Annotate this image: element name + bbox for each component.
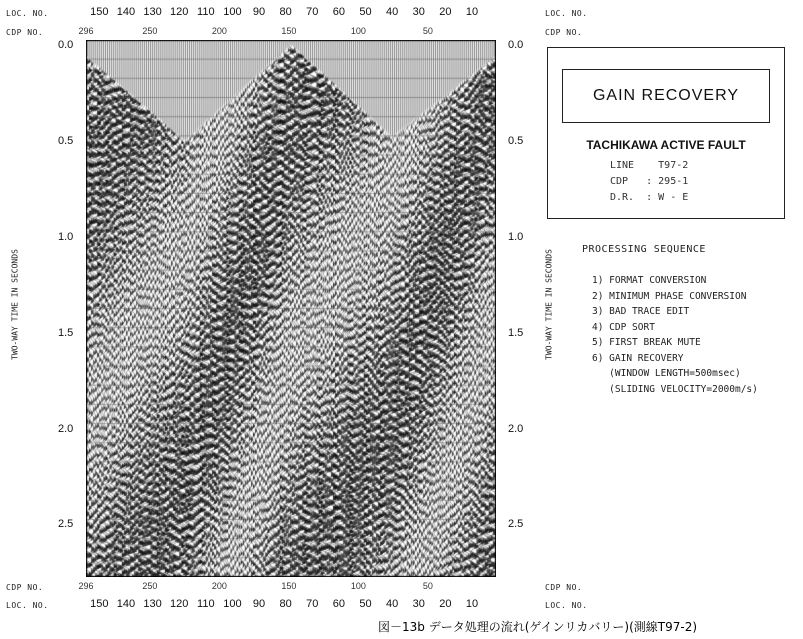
- cdp-no-label-top-right: CDP NO.: [545, 28, 583, 37]
- bottom-loc-tick-label: 10: [465, 598, 479, 610]
- processing-step: 1) FORMAT CONVERSION: [592, 275, 707, 286]
- chart-title: GAIN RECOVERY: [562, 69, 770, 123]
- processing-step: (SLIDING VELOCITY=2000m/s): [592, 383, 758, 395]
- bottom-loc-tick-label: 120: [169, 598, 189, 610]
- cdp-no-label-top-left: CDP NO.: [6, 28, 44, 37]
- top-loc-tick-label: 130: [143, 6, 162, 18]
- loc-no-label-bottom-left: LOC. NO.: [6, 601, 49, 610]
- y-axis-title-right: TWO-WAY TIME IN SECONDS: [544, 249, 554, 360]
- cdp-info: CDP : 295-1: [610, 176, 689, 187]
- bottom-cdp-tick-label: 100: [350, 581, 366, 591]
- left-time-tick-label: 2.0: [58, 422, 74, 435]
- right-time-tick-label: 0.0: [508, 39, 524, 51]
- bottom-loc-tick-label: 40: [386, 598, 399, 610]
- bottom-loc-tick-label: 60: [332, 598, 346, 610]
- loc-no-label-top-left: LOC. NO.: [6, 9, 49, 18]
- processing-step: 6) GAIN RECOVERY: [592, 352, 684, 364]
- right-time-tick-label: 2.0: [508, 422, 524, 435]
- top-loc-tick-label: 50: [359, 6, 372, 18]
- direction-info: D.R. : W - E: [610, 192, 689, 203]
- right-time-tick-label: 1.0: [508, 230, 524, 243]
- bottom-cdp-tick-label: 150: [281, 581, 297, 591]
- top-loc-tick-label: 30: [412, 6, 425, 18]
- bottom-loc-tick-label: 110: [197, 598, 215, 610]
- right-time-tick-label: 2.5: [508, 518, 524, 531]
- top-loc-tick-label: 10: [465, 6, 479, 18]
- figure-caption: 図－13b データ処理の流れ(ゲインリカバリー)(測線T97-2): [378, 620, 698, 634]
- title-box: [547, 47, 785, 219]
- bottom-cdp-tick-label: 250: [142, 581, 158, 591]
- top-cdp-tick-label: 296: [78, 26, 94, 36]
- processing-step: 3) BAD TRACE EDIT: [592, 306, 690, 317]
- top-loc-tick-label: 70: [306, 6, 319, 18]
- left-time-tick-label: 2.5: [58, 518, 74, 531]
- processing-step: 5) FIRST BREAK MUTE: [592, 337, 701, 348]
- top-cdp-tick-label: 50: [422, 26, 433, 36]
- bottom-cdp-tick-label: 200: [211, 581, 227, 591]
- bottom-loc-tick-label: 80: [279, 598, 292, 610]
- line-info: LINE T97-2: [610, 160, 689, 171]
- left-time-tick-label: 0.5: [58, 134, 74, 147]
- cdp-no-label-bottom-left: CDP NO.: [6, 583, 44, 592]
- top-loc-tick-label: 140: [116, 6, 136, 18]
- bottom-loc-tick-label: 140: [116, 598, 136, 610]
- seismic-section-plot: [86, 40, 496, 577]
- bottom-loc-tick-label: 150: [90, 598, 109, 610]
- left-time-tick-label: 1.0: [58, 230, 74, 243]
- bottom-loc-tick-label: 100: [223, 598, 242, 610]
- bottom-loc-tick-label: 50: [359, 598, 372, 610]
- cdp-no-label-bottom-right: CDP NO.: [545, 583, 583, 592]
- top-loc-tick-label: 20: [439, 6, 452, 18]
- processing-step: 2) MINIMUM PHASE CONVERSION: [592, 290, 747, 302]
- top-loc-tick-label: 120: [169, 6, 189, 18]
- bottom-loc-tick-label: 20: [439, 598, 452, 610]
- top-loc-tick-label: 40: [386, 6, 399, 18]
- top-cdp-tick-label: 100: [350, 26, 366, 36]
- right-time-tick-label: 0.5: [508, 134, 524, 147]
- bottom-loc-tick-label: 30: [412, 598, 425, 610]
- bottom-loc-tick-label: 130: [143, 598, 162, 610]
- top-loc-tick-label: 60: [332, 6, 346, 18]
- bottom-loc-tick-label: 70: [306, 598, 319, 610]
- top-cdp-tick-label: 150: [281, 26, 297, 36]
- survey-name: TACHIKAWA ACTIVE FAULT: [586, 138, 746, 152]
- top-loc-tick-label: 100: [223, 6, 242, 18]
- processing-sequence-title: PROCESSING SEQUENCE: [582, 244, 706, 255]
- left-time-tick-label: 0.0: [58, 39, 74, 51]
- top-cdp-tick-label: 250: [142, 26, 158, 36]
- loc-no-label-top-right: LOC. NO.: [545, 9, 588, 18]
- processing-step: (WINDOW LENGTH=500msec): [592, 368, 741, 379]
- top-loc-tick-label: 90: [252, 6, 266, 18]
- bottom-cdp-tick-label: 296: [78, 581, 94, 591]
- top-loc-tick-label: 110: [197, 6, 215, 18]
- bottom-cdp-tick-label: 50: [422, 581, 433, 591]
- y-axis-title-left: TWO-WAY TIME IN SECONDS: [10, 249, 20, 360]
- top-cdp-tick-label: 200: [211, 26, 227, 36]
- top-loc-tick-label: 150: [90, 6, 109, 18]
- right-time-tick-label: 1.5: [508, 326, 524, 339]
- top-loc-tick-label: 80: [279, 6, 292, 18]
- loc-no-label-bottom-right: LOC. NO.: [545, 601, 588, 610]
- bottom-loc-tick-label: 90: [252, 598, 266, 610]
- processing-step: 4) CDP SORT: [592, 321, 655, 333]
- left-time-tick-label: 1.5: [58, 326, 74, 339]
